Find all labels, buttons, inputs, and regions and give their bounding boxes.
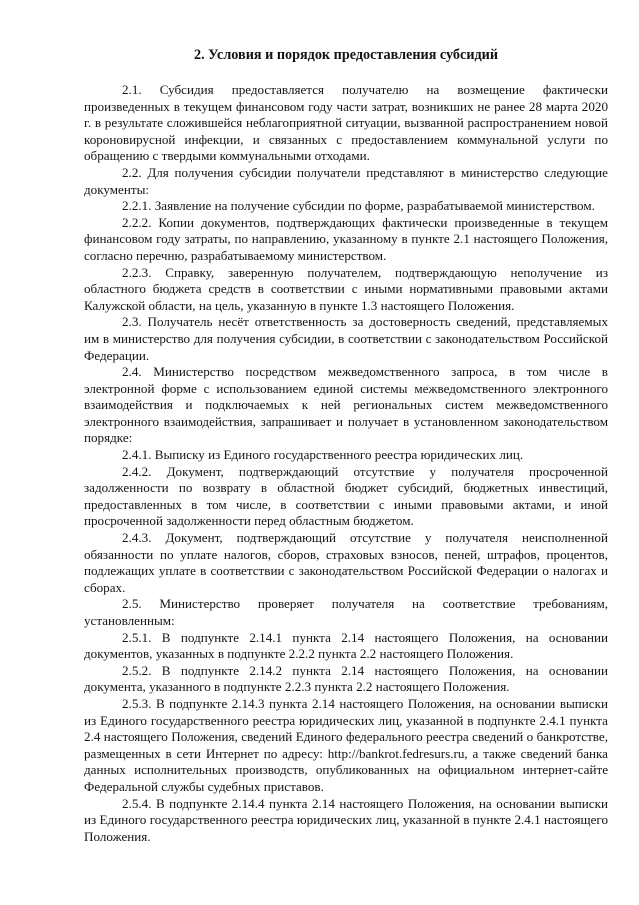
- paragraph-2-3: 2.3. Получатель несёт ответственность за достоверность сведений, представляемых им в министерство для получения субсидии, в соответствии с законодательством Российской Федерации.: [84, 314, 608, 363]
- paragraph-2-5: 2.5. Министерство проверяет получателя на соответствие требованиям, установленным:: [84, 596, 608, 628]
- paragraph-2-5-4: 2.5.4. В подпункте 2.14.4 пункта 2.14 настоящего Положения, на основании выписки из Единого государственного реестра юридических лиц, указанной в пункте 2.4.1 настоящего Положения.: [84, 795, 608, 844]
- paragraph-2-5-2: 2.5.2. В подпункте 2.14.2 пункта 2.14 настоящего Положения, на основании документа, указанного в подпункте 2.2.3 пункта 2.2 настоящего Положения.: [84, 662, 608, 695]
- paragraph-2-4: 2.4. Министерство посредством межведомственного запроса, в том числе в электронной форме с использованием единой системы межведомственного электронного взаимодействия и подключаемых к ней региональных систем межведомственного электронного взаимодействия, запрашивает и получает в установленном законодательством порядке:: [84, 364, 608, 446]
- paragraph-2-2: 2.2. Для получения субсидии получатели представляют в министерство следующие документы:: [84, 164, 608, 197]
- paragraph-2-2-2: 2.2.2. Копии документов, подтверждающих фактически произведенные в текущем финансовом году затраты, по направлению, указанному в пункте 2.1 настоящего Положения, согласно перечню, разрабатываемому министерством.: [84, 214, 608, 263]
- paragraph-2-4-3: 2.4.3. Документ, подтверждающий отсутствие у получателя неисполненной обязанности по уплате налогов, сборов, страховых взносов, пеней, штрафов, процентов, подлежащих уплате в соответствии с законодательством Российской Федерации о налогах и сборах.: [84, 530, 608, 595]
- paragraph-2-5-1: 2.5.1. В подпункте 2.14.1 пункта 2.14 настоящего Положения, на основании документов, указанных в подпункте 2.2.2 пункта 2.2 настоящего Положения.: [84, 629, 608, 662]
- document-body: [84, 82, 608, 845]
- paragraph-2-1: 2.1. Субсидия предоставляется получателю на возмещение фактически произведенных в текущем финансовом году части затрат, возникших не ранее 28 марта 2020 г. в результате сложившейся неблагоприятной ситуации, вызванной распространением новой короновирусной инфекции, и связанных с предоставлением коммунальной услуги по обращению с твердыми коммунальными отходами.: [84, 82, 608, 164]
- paragraph-2-2-1: 2.2.1. Заявление на получение субсидии по форме, разрабатываемой министерством.: [122, 198, 595, 214]
- paragraph-2-2-3: 2.2.3. Справку, заверенную получателем, подтверждающую неполучение из областного бюджета средств в соответствии с иными нормативными правовыми актами Калужской области, на цель, указанную в пункте 1.3 настоящего Положения.: [84, 264, 608, 313]
- section-title: 2. Условия и порядок предоставления субсидий: [193, 47, 499, 63]
- paragraph-2-4-2: 2.4.2. Документ, подтверждающий отсутствие у получателя просроченной задолженности по возврату в областной бюджет субсидий, бюджетных инвестиций, предоставленных в том числе, в соответствии с иными правовыми актами, и иной просроченной задолженности перед областным бюджетом.: [84, 463, 608, 529]
- paragraph-2-5-3: 2.5.3. В подпункте 2.14.3 пункта 2.14 настоящего Положения, на основании выписки из Единого государственного реестра юридических лиц, указанной в подпункте 2.4.1 пункта 2.4 настоящего Положения, сведений Единого федерального реестра сведений о банкротстве, размещенных в сети Интернет по адресу: http://bankrot.fedresurs.ru, а также сведений банка данных исполнительных производств, опубликованных на официальном интернет-сайте Федеральной службы судебных приставов.: [84, 695, 608, 794]
- paragraph-2-4-1: 2.4.1. Выписку из Единого государственного реестра юридических лиц.: [122, 447, 524, 463]
